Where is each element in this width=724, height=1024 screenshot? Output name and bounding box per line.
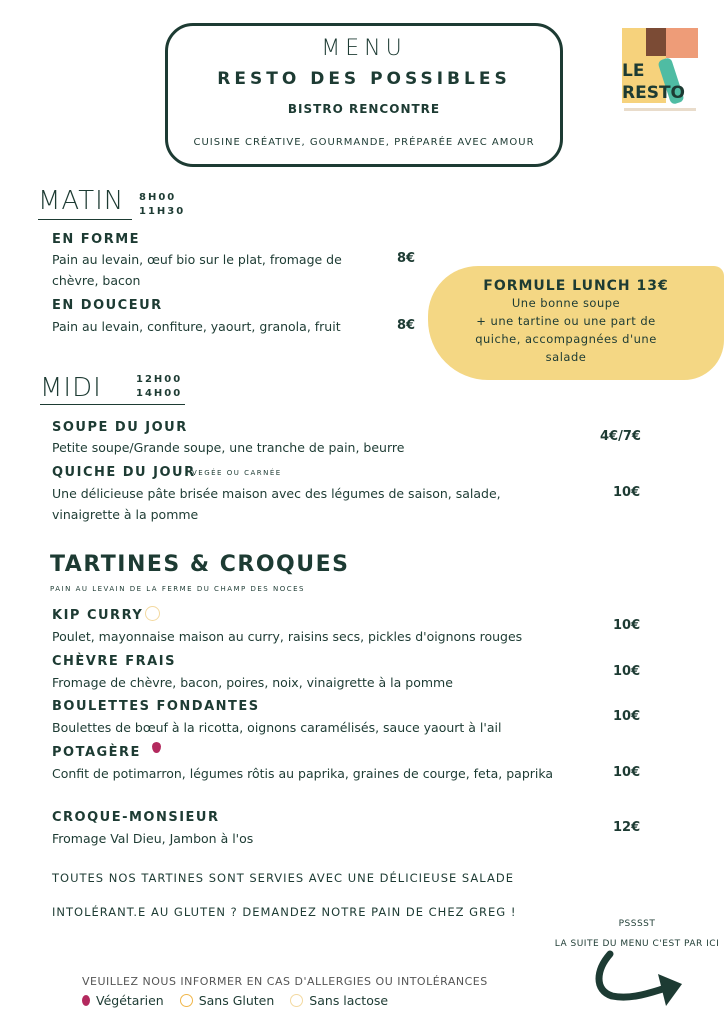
item-price: 12€ (613, 820, 641, 835)
note-gluten: INTOLÉRANT.E AU GLUTEN ? DEMANDEZ NOTRE PAIN DE CHEZ GREG ! (52, 905, 517, 919)
arrow-icon (592, 950, 688, 1014)
item-desc: Une délicieuse pâte brisée maison avec des légumes de saison, salade, vinaigrette à la pomme (52, 486, 501, 522)
item-price: 10€ (613, 709, 641, 724)
item-price: 10€ (613, 485, 641, 500)
item-price: 10€ (613, 765, 641, 780)
section-subtitle: PAIN AU LEVAIN DE LA FERME DU CHAMP DES NOCES (50, 585, 305, 593)
item-price: 4€/7€ (600, 429, 641, 444)
tagline: CUISINE CRÉATIVE, GOURMANDE, PRÉPARÉE AVEC AMOUR (193, 137, 535, 148)
legend-vegetarian: Végétarien (96, 993, 164, 1008)
vegetarian-icon (82, 995, 90, 1006)
item-desc: Pain au levain, œuf bio sur le plat, fromage de chèvre, bacon (52, 252, 342, 288)
note-salad: TOUTES NOS TARTINES SONT SERVIES AVEC UNE DÉLICIEUSE SALADE (52, 871, 514, 885)
item-name: KIP CURRY (52, 608, 144, 623)
item-desc: Fromage Val Dieu, Jambon à l'os (52, 831, 254, 846)
item-desc: Pain au levain, confiture, yaourt, granola, fruit (52, 319, 341, 334)
item-desc: Confit de potimarron, légumes rôtis au paprika, graines de courge, feta, paprika (52, 766, 554, 781)
item-price: 10€ (613, 618, 641, 633)
menu-title: MENU (321, 36, 407, 61)
legend (82, 993, 388, 1008)
item-desc: Fromage de chèvre, bacon, poires, noix, vinaigrette à la pomme (52, 675, 453, 690)
lactose-free-icon (145, 606, 160, 621)
section-title-tartines: TARTINES & CROQUES (50, 552, 350, 577)
item-tag: VEGÉE OU CARNÉE (192, 469, 282, 477)
vegetarian-icon (152, 742, 161, 753)
lactose-free-icon (290, 994, 303, 1007)
item-name: EN DOUCEUR (52, 298, 163, 313)
restaurant-name: RESTO DES POSSIBLES (217, 69, 511, 89)
section-title-midi: MIDI (40, 373, 102, 403)
item-name: QUICHE DU JOUR (52, 465, 196, 480)
item-price: 8€ (397, 318, 416, 333)
logo (620, 28, 700, 116)
lunch-formula (428, 266, 724, 380)
item-name: CHÈVRE FRAIS (52, 654, 176, 669)
lunch-title: FORMULE LUNCH 13€ (483, 278, 669, 294)
item-desc: Poulet, mayonnaise maison au curry, raisins secs, pickles d'oignons rouges (52, 629, 523, 644)
item-price: 10€ (613, 664, 641, 679)
item-price: 8€ (397, 251, 416, 266)
legend-gluten: Sans Gluten (198, 993, 275, 1008)
subtitle: BISTRO RENCONTRE (287, 102, 441, 116)
item-name: BOULETTES FONDANTES (52, 699, 260, 714)
divider (38, 219, 132, 220)
section-title-matin: MATIN (38, 186, 125, 216)
item-name: SOUPE DU JOUR (52, 420, 188, 435)
item-name: CROQUE-MONSIEUR (52, 810, 220, 825)
item-desc: Petite soupe/Grande soupe, une tranche de pain, beurre (52, 440, 405, 455)
header-box (165, 23, 563, 167)
hours-midi: 12H00 14H00 (136, 374, 183, 399)
item-name: EN FORME (52, 232, 141, 247)
gluten-free-icon (180, 994, 193, 1007)
item-name: POTAGÈRE (52, 745, 141, 760)
psst-note: PSSSST LA SUITE DU MENU C'EST PAR ICI (554, 919, 720, 949)
allergy-note: VEUILLEZ NOUS INFORMER EN CAS D'ALLERGIES OU INTOLÉRANCES (82, 975, 488, 988)
divider (40, 404, 185, 405)
lunch-desc: Une bonne soupe + une tartine ou une part de quiche, accompagnées d'une salade (475, 296, 657, 364)
legend-lactose: Sans lactose (309, 993, 389, 1008)
logo-text: LE RESTO (622, 61, 685, 103)
hours-matin: 8H00 11H30 (139, 192, 186, 217)
item-desc: Boulettes de bœuf à la ricotta, oignons caramélisés, sauce yaourt à l'ail (52, 720, 502, 735)
